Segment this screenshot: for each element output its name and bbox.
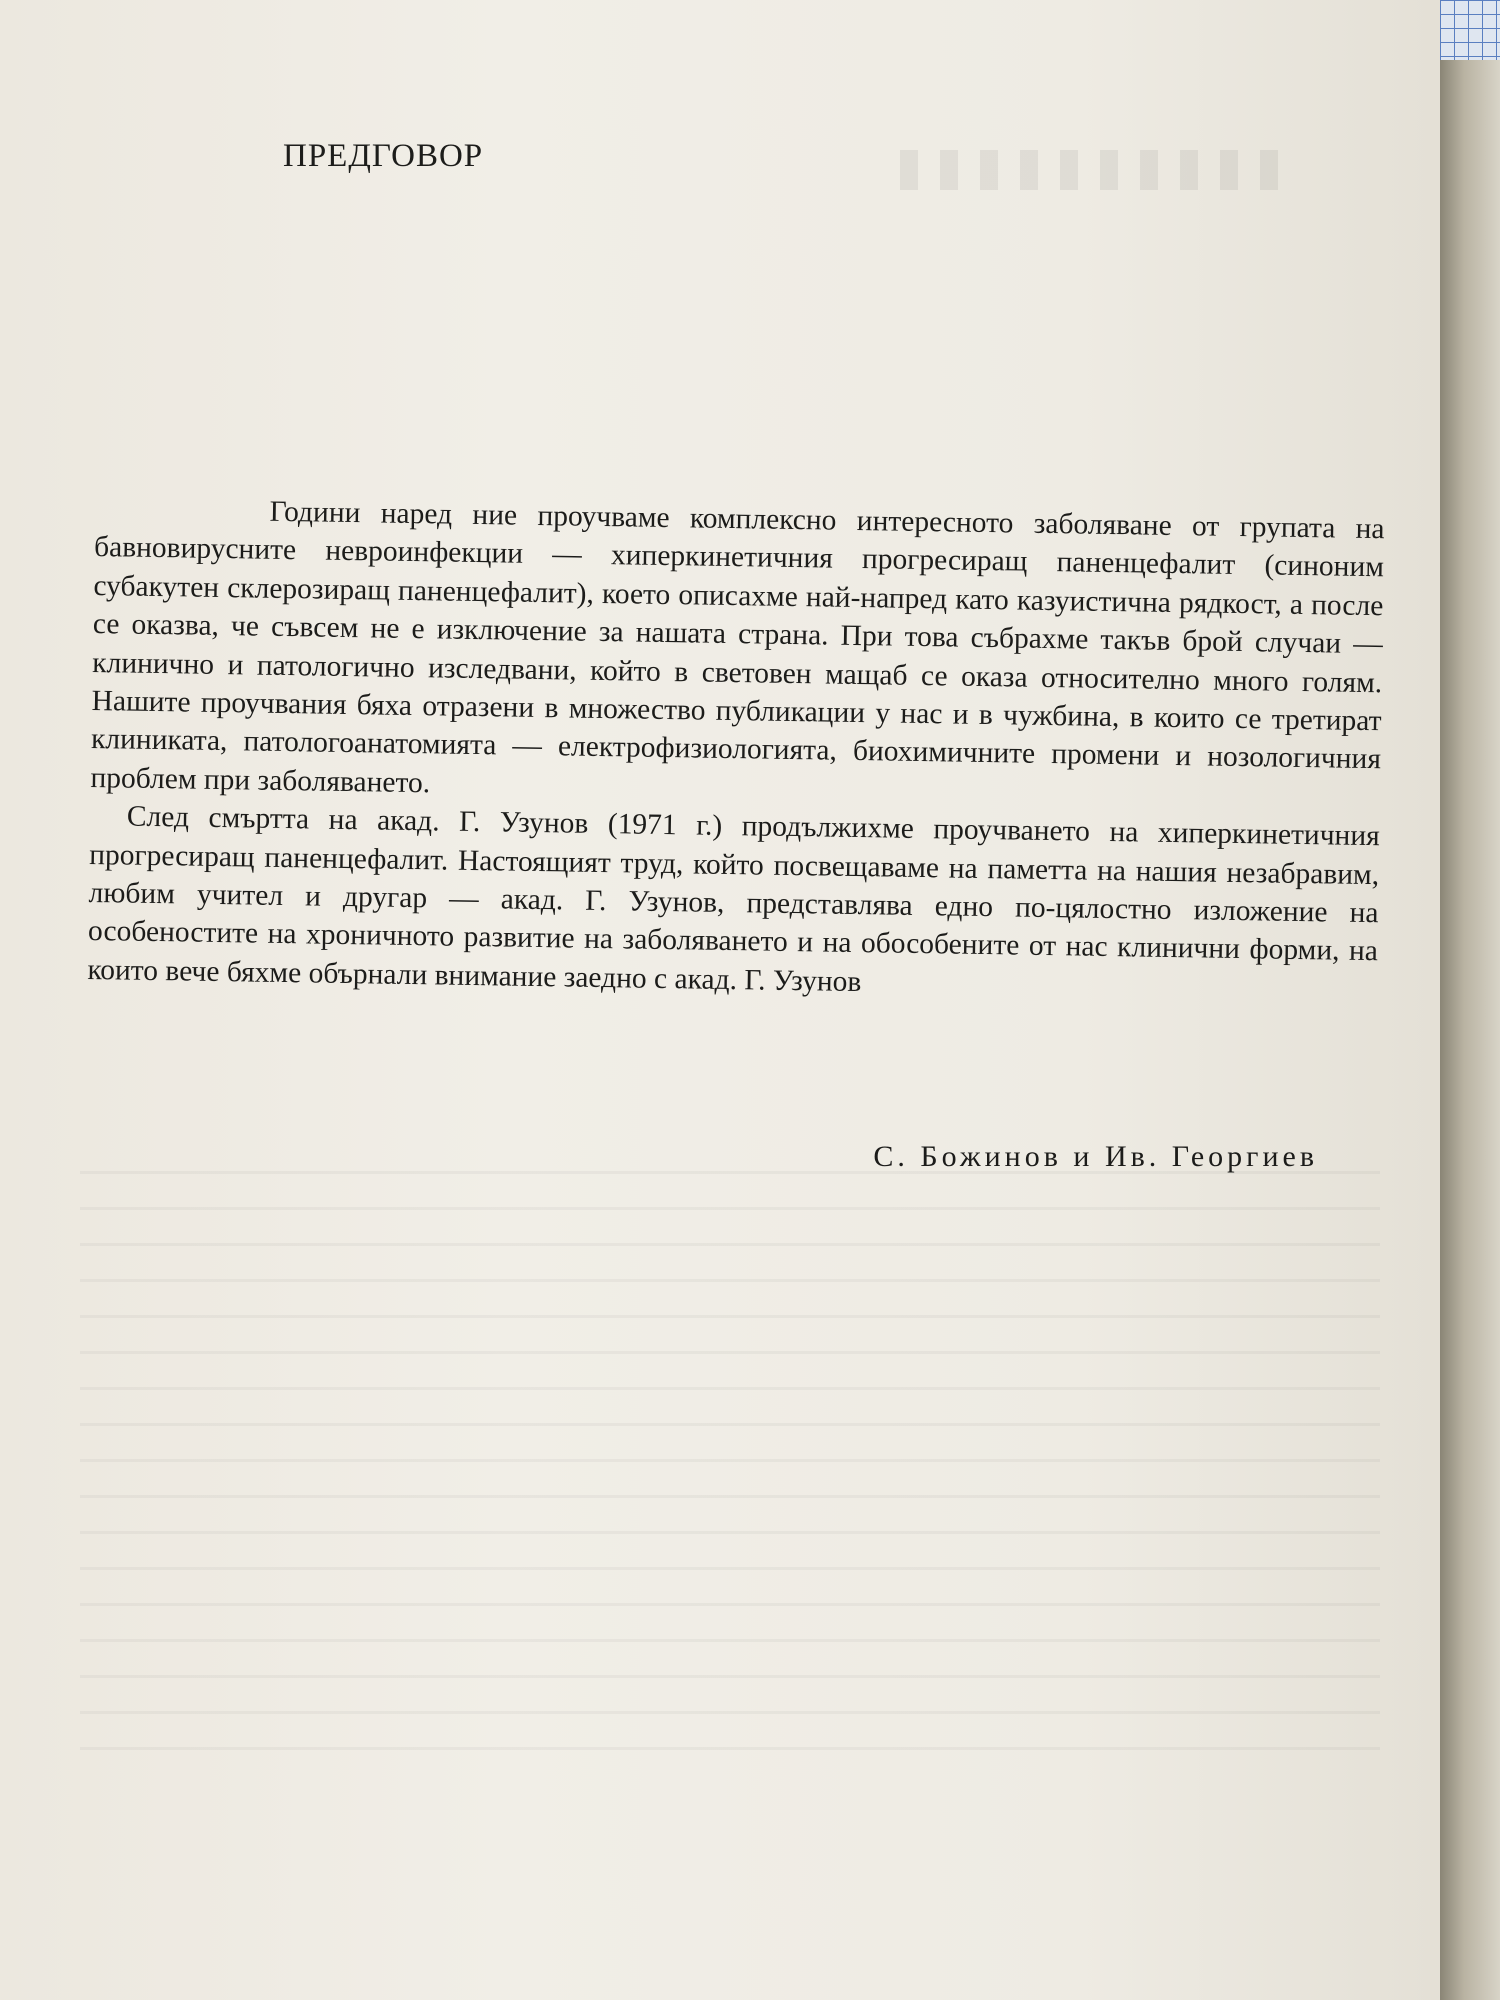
page-title: ПРЕДГОВОР — [283, 138, 484, 174]
bleed-through-heading — [900, 150, 1280, 190]
paragraph-2: След смъртта на акад. Г. Узунов (1971 г.) продължихме проучването на хиперкинетичния прогресиращ паненцефалит. Настоящият труд, който посвещаваме на паметта на нашия незабравим, любим учител и другар — акад. Г. Узунов, представлява едно по-цялостно изложение на особеностите на хроничното развитие на заболяването и на обособените от нас клинични форми, на които вече бяхме обърнали внимание заедно с акад. Г. Узунов — [87, 800, 1380, 998]
page-edge — [1440, 0, 1500, 2000]
grid-paper-corner — [1440, 0, 1500, 60]
authors-signature: С. Божинов и Ив. Георгиев — [873, 1140, 1318, 1173]
bleed-through-lines — [80, 1150, 1380, 1750]
preface-body — [87, 490, 1385, 1009]
paragraph-1: Години наред ние проучваме комплексно интересното заболяване от групата на бавновирусните невроинфекции — хиперкинетичния прогресиращ паненцефалит (синоним субакутен склерозиращ паненцефалит), което описахме най-напред като казуистична рядкост, а после се оказва, че съвсем не е изключение за нашата страна. При това събрахме такъв брой случаи — клинично и патологично изследвани, който в световен мащаб се оказа относително много голям. Нашите проучвания бяха отразени в множество публикации у нас и в чужбина, в които се третират клиниката, патологоанатомията — електрофизиологията, биохимичните промени и нозологичния проблем при заболяването. — [90, 495, 1385, 800]
